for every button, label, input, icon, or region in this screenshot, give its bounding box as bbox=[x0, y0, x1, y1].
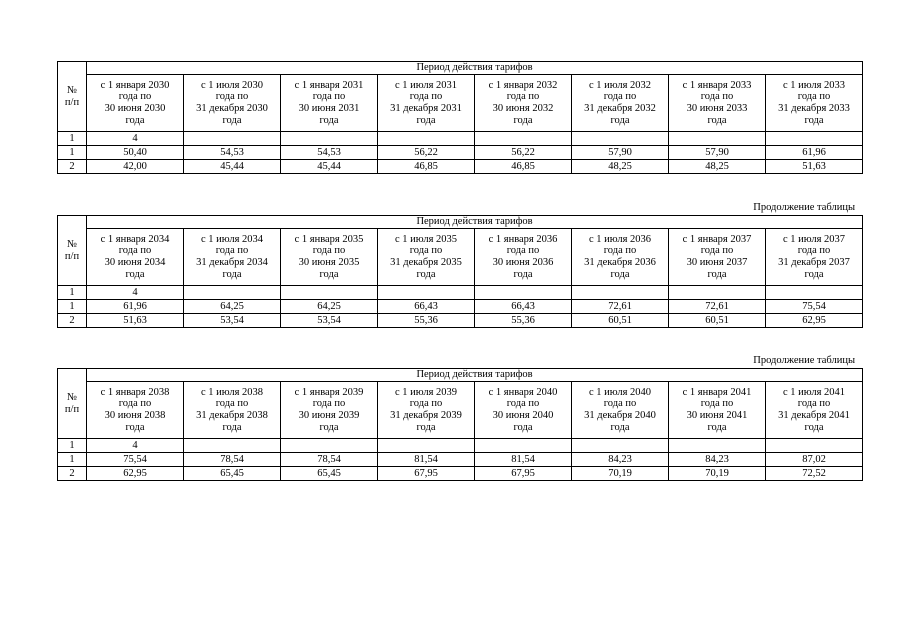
period-line: с 1 июля 2040 bbox=[588, 386, 652, 398]
period-line: года bbox=[125, 114, 145, 126]
period-line: 31 декабря 2036 bbox=[584, 257, 656, 268]
period-cell bbox=[87, 75, 184, 132]
period-line: 30 июня 2038 bbox=[104, 410, 166, 421]
tariff-value: 45,44 bbox=[281, 160, 378, 174]
period-line: с 1 июля 2039 bbox=[394, 386, 458, 398]
period-header: Период действия тарифов bbox=[87, 216, 863, 229]
tariff-value: 4 bbox=[87, 132, 184, 146]
period-cell bbox=[378, 382, 475, 439]
period-line: года bbox=[319, 114, 339, 126]
period-line: с 1 июля 2032 bbox=[588, 79, 652, 91]
period-line: года по bbox=[409, 398, 443, 410]
period-line: 31 декабря 2035 bbox=[390, 257, 462, 268]
period-line: 30 июня 2036 bbox=[492, 257, 554, 268]
period-line: с 1 июля 2036 bbox=[588, 233, 652, 245]
table-row bbox=[58, 314, 863, 328]
period-line: 31 декабря 2031 bbox=[390, 103, 462, 114]
tariff-value bbox=[475, 286, 572, 300]
tariff-value: 55,36 bbox=[475, 314, 572, 328]
table-row bbox=[58, 439, 863, 453]
row-number-header bbox=[58, 62, 87, 132]
period-line: года по bbox=[312, 91, 346, 103]
table-row bbox=[58, 132, 863, 146]
period-line: 30 июня 2031 bbox=[298, 103, 360, 114]
period-line: с 1 января 2039 bbox=[294, 386, 364, 398]
tariff-table-3 bbox=[57, 368, 861, 481]
period-cell bbox=[281, 229, 378, 286]
period-line: 31 декабря 2041 bbox=[778, 410, 850, 421]
tariff-value: 50,40 bbox=[87, 146, 184, 160]
tariff-value: 61,96 bbox=[766, 146, 863, 160]
tariff-value: 54,53 bbox=[281, 146, 378, 160]
period-line: 31 декабря 2034 bbox=[196, 257, 268, 268]
table-row bbox=[58, 146, 863, 160]
period-cell bbox=[475, 75, 572, 132]
tariff-value bbox=[669, 439, 766, 453]
period-cell bbox=[669, 229, 766, 286]
tariff-value: 51,63 bbox=[766, 160, 863, 174]
period-line: года bbox=[125, 268, 145, 280]
tariff-value: 75,54 bbox=[766, 300, 863, 314]
period-line: 30 июня 2040 bbox=[492, 410, 554, 421]
period-line: года по bbox=[215, 245, 249, 257]
period-header: Период действия тарифов bbox=[87, 62, 863, 75]
period-cell bbox=[572, 229, 669, 286]
tariff-value: 65,45 bbox=[281, 467, 378, 481]
period-line: с 1 июля 2031 bbox=[394, 79, 458, 91]
period-line: года bbox=[319, 421, 339, 433]
period-line: года bbox=[610, 421, 630, 433]
period-line: 31 декабря 2037 bbox=[778, 257, 850, 268]
tariff-value: 60,51 bbox=[669, 314, 766, 328]
period-line: года bbox=[416, 421, 436, 433]
table-row bbox=[58, 300, 863, 314]
tariff-value: 66,43 bbox=[475, 300, 572, 314]
period-line: года bbox=[319, 268, 339, 280]
period-line: года по bbox=[215, 91, 249, 103]
row-number: 1 bbox=[58, 132, 87, 146]
tariff-value: 72,61 bbox=[572, 300, 669, 314]
period-cell bbox=[184, 382, 281, 439]
tariff-value: 46,85 bbox=[475, 160, 572, 174]
tariff-value: 53,54 bbox=[281, 314, 378, 328]
period-line: с 1 января 2031 bbox=[294, 79, 364, 91]
row-number-header bbox=[58, 369, 87, 439]
period-line: года по bbox=[506, 398, 540, 410]
period-line: 30 июня 2032 bbox=[492, 103, 554, 114]
period-line: с 1 июля 2034 bbox=[200, 233, 264, 245]
period-line: года по bbox=[797, 91, 831, 103]
table-row bbox=[58, 467, 863, 481]
tariff-value: 67,95 bbox=[475, 467, 572, 481]
period-cell bbox=[378, 229, 475, 286]
period-cell bbox=[87, 382, 184, 439]
period-line: с 1 января 2032 bbox=[488, 79, 558, 91]
period-line: года bbox=[707, 268, 727, 280]
tariff-value: 78,54 bbox=[281, 453, 378, 467]
row-number: 1 bbox=[58, 300, 87, 314]
period-cell bbox=[87, 229, 184, 286]
period-line: года bbox=[707, 421, 727, 433]
tariff-value: 46,85 bbox=[378, 160, 475, 174]
period-line: года bbox=[222, 114, 242, 126]
tariff-value bbox=[766, 286, 863, 300]
tariff-value: 72,61 bbox=[669, 300, 766, 314]
tariff-value: 57,90 bbox=[669, 146, 766, 160]
tariff-value bbox=[378, 286, 475, 300]
tariff-value: 4 bbox=[87, 286, 184, 300]
period-cell bbox=[475, 229, 572, 286]
tariff-value: 42,00 bbox=[87, 160, 184, 174]
period-line: с 1 июля 2030 bbox=[200, 79, 264, 91]
tariff-value: 87,02 bbox=[766, 453, 863, 467]
number-sign: № bbox=[66, 391, 78, 403]
period-line: года bbox=[804, 421, 824, 433]
table-row bbox=[58, 160, 863, 174]
period-header: Период действия тарифов bbox=[87, 369, 863, 382]
tariff-table bbox=[57, 215, 863, 328]
tariff-value bbox=[475, 439, 572, 453]
tariff-value: 72,52 bbox=[766, 467, 863, 481]
period-line: года по bbox=[603, 398, 637, 410]
tariff-value: 64,25 bbox=[184, 300, 281, 314]
period-line: с 1 июля 2038 bbox=[200, 386, 264, 398]
tariff-value: 55,36 bbox=[378, 314, 475, 328]
tariff-value: 66,43 bbox=[378, 300, 475, 314]
tariff-value: 45,44 bbox=[184, 160, 281, 174]
tariff-value: 48,25 bbox=[572, 160, 669, 174]
period-line: года по bbox=[409, 91, 443, 103]
period-line: года по bbox=[700, 245, 734, 257]
tariff-value: 64,25 bbox=[281, 300, 378, 314]
period-line: 31 декабря 2033 bbox=[778, 103, 850, 114]
period-line: года bbox=[222, 268, 242, 280]
period-line: 30 июня 2035 bbox=[298, 257, 360, 268]
tariff-value: 56,22 bbox=[475, 146, 572, 160]
period-cell bbox=[766, 229, 863, 286]
period-line: года bbox=[222, 421, 242, 433]
period-line: 30 июня 2039 bbox=[298, 410, 360, 421]
period-line: с 1 января 2035 bbox=[294, 233, 364, 245]
period-line: 31 декабря 2030 bbox=[196, 103, 268, 114]
row-number: 2 bbox=[58, 467, 87, 481]
continuation-caption-2: Продолжение таблицы bbox=[753, 355, 855, 366]
tariff-value bbox=[281, 286, 378, 300]
period-line: года по bbox=[409, 245, 443, 257]
period-line: года bbox=[513, 421, 533, 433]
tariff-value: 48,25 bbox=[669, 160, 766, 174]
tariff-value bbox=[378, 439, 475, 453]
tariff-value: 60,51 bbox=[572, 314, 669, 328]
period-line: года по bbox=[700, 91, 734, 103]
tariff-value bbox=[572, 439, 669, 453]
tariff-value: 57,90 bbox=[572, 146, 669, 160]
period-line: 31 декабря 2040 bbox=[584, 410, 656, 421]
tariff-value bbox=[281, 439, 378, 453]
tariff-value bbox=[378, 132, 475, 146]
period-line: с 1 января 2041 bbox=[682, 386, 752, 398]
period-cell bbox=[281, 75, 378, 132]
period-line: года по bbox=[215, 398, 249, 410]
tariff-value: 81,54 bbox=[378, 453, 475, 467]
period-line: года по bbox=[700, 398, 734, 410]
tariff-value: 54,53 bbox=[184, 146, 281, 160]
row-number: 1 bbox=[58, 439, 87, 453]
table-row bbox=[58, 286, 863, 300]
tariff-value: 62,95 bbox=[766, 314, 863, 328]
tariff-value: 67,95 bbox=[378, 467, 475, 481]
period-line: года bbox=[416, 268, 436, 280]
period-line: года по bbox=[506, 91, 540, 103]
tariff-value bbox=[184, 286, 281, 300]
period-line: 30 июня 2034 bbox=[104, 257, 166, 268]
period-line: 31 декабря 2039 bbox=[390, 410, 462, 421]
tariff-value bbox=[184, 132, 281, 146]
period-line: с 1 июля 2037 bbox=[783, 233, 846, 245]
tariff-value: 78,54 bbox=[184, 453, 281, 467]
period-line: года bbox=[416, 114, 436, 126]
row-number: 2 bbox=[58, 314, 87, 328]
tariff-value: 84,23 bbox=[669, 453, 766, 467]
tariff-value: 84,23 bbox=[572, 453, 669, 467]
period-line: года по bbox=[797, 245, 831, 257]
number-abbrev: п/п bbox=[64, 250, 80, 262]
period-line: с 1 января 2036 bbox=[488, 233, 558, 245]
period-line: с 1 июля 2033 bbox=[783, 79, 846, 91]
period-line: года bbox=[804, 268, 824, 280]
period-line: с 1 января 2038 bbox=[100, 386, 170, 398]
period-cell bbox=[184, 229, 281, 286]
period-line: года по bbox=[118, 245, 152, 257]
tariff-value bbox=[281, 132, 378, 146]
period-line: года bbox=[513, 268, 533, 280]
tariff-table-1 bbox=[57, 61, 861, 174]
period-cell bbox=[475, 382, 572, 439]
tariff-value: 51,63 bbox=[87, 314, 184, 328]
period-line: года bbox=[610, 114, 630, 126]
period-line: с 1 июля 2041 bbox=[783, 386, 846, 398]
period-line: года по bbox=[118, 398, 152, 410]
tariff-table bbox=[57, 61, 863, 174]
row-number-header bbox=[58, 216, 87, 286]
period-line: года по bbox=[118, 91, 152, 103]
tariff-value: 61,96 bbox=[87, 300, 184, 314]
period-line: 31 декабря 2038 bbox=[196, 410, 268, 421]
period-line: с 1 января 2033 bbox=[682, 79, 752, 91]
row-number: 1 bbox=[58, 286, 87, 300]
period-line: года bbox=[610, 268, 630, 280]
period-line: с 1 июля 2035 bbox=[394, 233, 458, 245]
tariff-value: 75,54 bbox=[87, 453, 184, 467]
tariff-value bbox=[766, 439, 863, 453]
period-line: с 1 января 2034 bbox=[100, 233, 170, 245]
tariff-table bbox=[57, 368, 863, 481]
period-line: года по bbox=[797, 398, 831, 410]
tariff-value: 4 bbox=[87, 439, 184, 453]
tariff-value bbox=[766, 132, 863, 146]
period-line: года по bbox=[312, 245, 346, 257]
tariff-value bbox=[475, 132, 572, 146]
row-number: 1 bbox=[58, 146, 87, 160]
period-cell bbox=[572, 382, 669, 439]
number-sign: № bbox=[66, 84, 78, 96]
period-line: года по bbox=[506, 245, 540, 257]
tariff-value bbox=[669, 132, 766, 146]
period-line: года bbox=[707, 114, 727, 126]
row-number: 2 bbox=[58, 160, 87, 174]
period-line: 30 июня 2030 bbox=[104, 103, 166, 114]
period-line: года bbox=[125, 421, 145, 433]
tariff-value: 70,19 bbox=[669, 467, 766, 481]
period-line: 30 июня 2041 bbox=[686, 410, 748, 421]
tariff-value: 70,19 bbox=[572, 467, 669, 481]
period-cell bbox=[669, 382, 766, 439]
period-line: года bbox=[513, 114, 533, 126]
tariff-value: 81,54 bbox=[475, 453, 572, 467]
tariff-table-2 bbox=[57, 215, 861, 328]
period-cell bbox=[766, 382, 863, 439]
period-line: с 1 января 2030 bbox=[100, 79, 170, 91]
period-cell bbox=[281, 382, 378, 439]
tariff-value bbox=[572, 132, 669, 146]
tariff-value: 62,95 bbox=[87, 467, 184, 481]
period-line: 31 декабря 2032 bbox=[584, 103, 656, 114]
period-line: года по bbox=[312, 398, 346, 410]
tariff-value bbox=[669, 286, 766, 300]
period-line: 30 июня 2033 bbox=[686, 103, 748, 114]
row-number: 1 bbox=[58, 453, 87, 467]
period-line: года по bbox=[603, 245, 637, 257]
period-line: с 1 января 2037 bbox=[682, 233, 752, 245]
tariff-value bbox=[184, 439, 281, 453]
tariff-value: 56,22 bbox=[378, 146, 475, 160]
period-cell bbox=[378, 75, 475, 132]
period-line: года по bbox=[603, 91, 637, 103]
continuation-caption-1: Продолжение таблицы bbox=[753, 202, 855, 213]
tariff-value bbox=[572, 286, 669, 300]
number-abbrev: п/п bbox=[64, 403, 80, 415]
period-cell bbox=[669, 75, 766, 132]
period-line: с 1 января 2040 bbox=[488, 386, 558, 398]
number-sign: № bbox=[66, 238, 78, 250]
period-cell bbox=[184, 75, 281, 132]
number-abbrev: п/п bbox=[64, 96, 80, 108]
table-row bbox=[58, 453, 863, 467]
period-cell bbox=[766, 75, 863, 132]
tariff-value: 65,45 bbox=[184, 467, 281, 481]
period-line: года bbox=[804, 114, 824, 126]
period-line: 30 июня 2037 bbox=[686, 257, 748, 268]
period-cell bbox=[572, 75, 669, 132]
tariff-value: 53,54 bbox=[184, 314, 281, 328]
